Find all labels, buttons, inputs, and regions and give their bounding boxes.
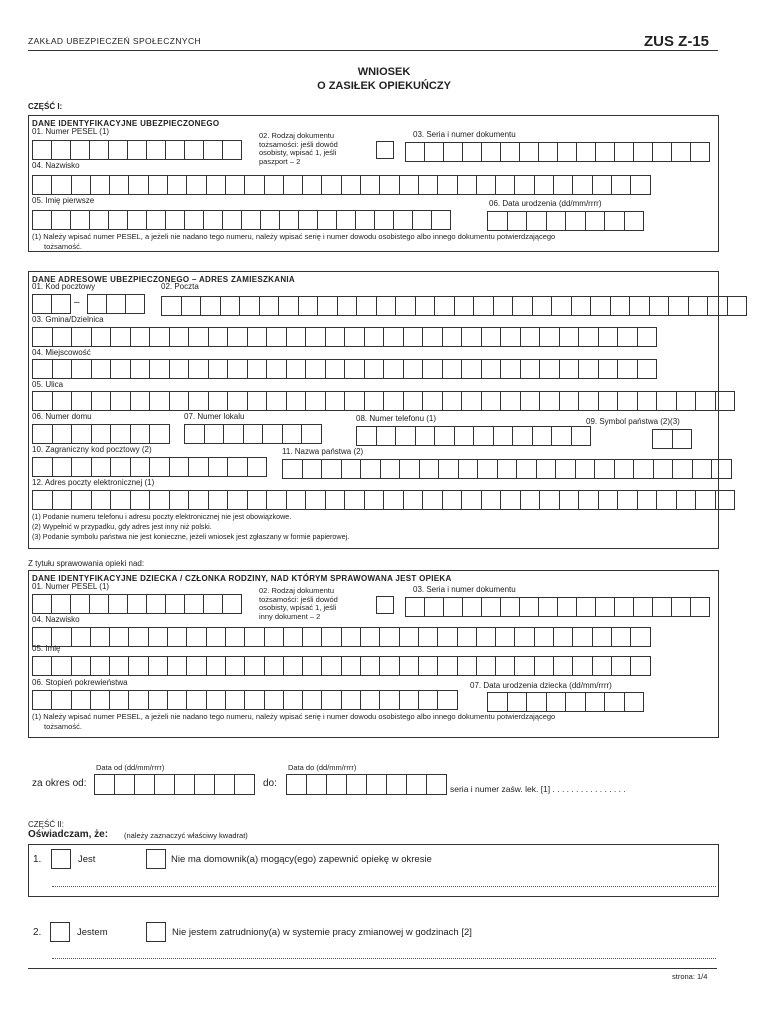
foreign-postal-label: 10. Zagraniczny kod pocztowy (2) <box>32 445 152 454</box>
child-section-title: DANE IDENTYFIKACYJNE DZIECKA / CZŁONKA RODZINY, NAD KTÓRYM SPRAWOWANA JEST OPIEKA <box>32 574 452 583</box>
postal-code-label: 01. Kod pocztowy <box>32 282 96 291</box>
country-name-field[interactable] <box>282 459 732 479</box>
for-period-label: za okres od: <box>32 778 87 789</box>
insured-birthdate-field[interactable] <box>487 211 644 231</box>
certificate-number-field[interactable]: seria i numer zaśw. lek. [1] . . . . . . . . . . . . . . . . <box>450 784 626 794</box>
household-member-no-label: Nie ma domownik(a) mogący(ego) zapewnić opiekę w okresie <box>171 854 432 865</box>
insured-surname-field[interactable] <box>32 175 651 195</box>
email-field[interactable] <box>32 490 735 510</box>
insured-pesel-label: 01. Numer PESEL (1) <box>32 127 110 136</box>
header-rule <box>28 50 718 51</box>
declaration-hint: (należy zaznaczyć właściwy kwadrat) <box>124 831 248 840</box>
apt-no-field[interactable] <box>184 424 322 444</box>
date-from-hint: Data od (dd/mm/rrrr) <box>96 763 165 772</box>
institution-name: ZAKŁAD UBEZPIECZEŃ SPOŁECZNYCH <box>28 36 202 46</box>
post-office-field[interactable] <box>161 296 747 316</box>
country-symbol-label: 09. Symbol państwa (2)(3) <box>586 417 680 426</box>
phone-label: 08. Numer telefonu (1) <box>356 414 437 423</box>
form-title-line1: WNIOSEK <box>357 66 411 78</box>
declaration-1-number: 1. <box>33 854 42 865</box>
to-label: do: <box>263 778 277 789</box>
insured-birthdate-label: 06. Data urodzenia (dd/mm/rrrr) <box>489 199 602 208</box>
email-label: 12. Adres poczty elektronicznej (1) <box>32 478 155 487</box>
child-surname-label: 04. Nazwisko <box>32 615 80 624</box>
child-doc-type-label: 02. Rodzaj dokumentu tożsamości: jeśli dowód osobisty, wpisać 1, jeśli inny dokument – 2 <box>259 586 338 621</box>
locality-label: 04. Miejscowość <box>32 348 91 357</box>
child-firstname-field[interactable] <box>32 656 651 676</box>
child-birthdate-label: 07. Data urodzenia dziecka (dd/mm/rrrr) <box>470 681 612 690</box>
child-pesel-field[interactable] <box>32 594 242 614</box>
shift-work-yes-checkbox[interactable] <box>50 922 70 942</box>
child-doc-number-field[interactable] <box>405 597 710 617</box>
insured-pesel-field[interactable] <box>32 140 242 160</box>
date-from-field[interactable] <box>94 774 255 795</box>
country-name-label: 11. Nazwa państwa (2) <box>282 447 364 456</box>
child-surname-field[interactable] <box>32 627 651 647</box>
municipality-label: 03. Gmina/Dzielnica <box>32 315 104 324</box>
child-birthdate-field[interactable] <box>487 692 644 712</box>
child-firstname-label: 05. Imię <box>32 644 61 653</box>
form-code: ZUS Z-15 <box>644 33 710 50</box>
insured-section-title: DANE IDENTYFIKACYJNE UBEZPIECZONEGO <box>32 119 220 128</box>
house-no-field[interactable] <box>32 424 170 444</box>
declaration-1-section <box>28 844 719 897</box>
page-number: strona: 1/4 <box>672 972 708 981</box>
insured-doc-type-box[interactable] <box>376 141 394 159</box>
insured-firstname-field[interactable] <box>32 210 451 230</box>
post-office-label: 02. Poczta <box>161 282 199 291</box>
country-symbol-field[interactable] <box>652 429 692 449</box>
household-member-yes-checkbox[interactable] <box>51 849 71 869</box>
child-doc-type-box[interactable] <box>376 596 394 614</box>
shift-work-no-checkbox[interactable] <box>146 922 166 942</box>
declaration-1-input-line[interactable] <box>52 886 716 887</box>
street-label: 05. Ulica <box>32 380 64 389</box>
insured-doc-type-label: 02. Rodzaj dokumentu tożsamości: jeśli dowód osobisty, wpisać 1, jeśli paszport – 2 <box>259 131 338 166</box>
postal-code-dash: – <box>74 297 80 308</box>
shift-work-no-label: Nie jestem zatrudniony(a) w systemie pracy zmianowej w godzinach [2] <box>172 927 472 938</box>
apt-no-label: 07. Numer lokalu <box>184 412 245 421</box>
insured-surname-label: 04. Nazwisko <box>32 161 80 170</box>
relationship-field[interactable] <box>32 690 458 710</box>
insured-firstname-label: 05. Imię pierwsze <box>32 196 95 205</box>
insured-doc-number-label: 03. Seria i numer dokumentu <box>413 130 516 139</box>
household-member-yes-label: Jest <box>78 854 96 865</box>
insured-footnote: (1) Należy wpisać numer PESEL, a jeżeli nie nadano tego numeru, należy wpisać serię i numer dowodu osobistego albo innego dokumentu potwierdzającego tożsamość. <box>32 232 556 251</box>
phone-field[interactable] <box>356 426 591 446</box>
form-title-line2: O ZASIŁEK OPIEKUŃCZY <box>317 80 451 92</box>
shift-work-yes-label: Jestem <box>77 927 108 938</box>
foreign-postal-field[interactable] <box>32 457 267 477</box>
postal-code-part2[interactable] <box>87 294 145 314</box>
part2-label: CZĘŚĆ II: <box>28 820 65 829</box>
locality-field[interactable] <box>32 359 657 379</box>
postal-code-part1[interactable] <box>32 294 71 314</box>
care-label: Z tytułu sprawowania opieki nad: <box>28 559 145 568</box>
declaration-title: Oświadczam, że: <box>28 829 109 840</box>
street-field[interactable] <box>32 391 735 411</box>
declaration-2-rule <box>28 968 717 969</box>
date-to-field[interactable] <box>286 774 447 795</box>
part1-label: CZĘŚĆ I: <box>28 102 63 111</box>
house-no-label: 06. Numer domu <box>32 412 92 421</box>
declaration-2-number: 2. <box>33 927 42 938</box>
municipality-field[interactable] <box>32 327 657 347</box>
address-footnotes: (1) Podanie numeru telefonu i adresu poczty elektronicznej nie jest obowiązkowe. (2) Wypełnić w przypadku, gdy adres jest inny niż polski. (3) Podanie symbolu państwa nie jest konieczne, jeżeli wniosek jest zgłaszany w formie papierowej. <box>32 512 350 541</box>
declaration-2-input-line[interactable] <box>52 958 716 959</box>
address-section-title: DANE ADRESOWE UBEZPIECZONEGO – ADRES ZAMIESZKANIA <box>32 275 296 284</box>
child-footnote: (1) Należy wpisać numer PESEL, a jeżeli nie nadano tego numeru, należy wpisać serię i numer dowodu osobistego albo innego dokumentu potwierdzającego tożsamość. <box>32 712 556 731</box>
date-to-hint: Data do (dd/mm/rrrr) <box>288 763 357 772</box>
relationship-label: 06. Stopień pokrewieństwa <box>32 678 128 687</box>
household-member-no-checkbox[interactable] <box>146 849 166 869</box>
insured-doc-number-field[interactable] <box>405 142 710 162</box>
child-pesel-label: 01. Numer PESEL (1) <box>32 582 110 591</box>
child-doc-number-label: 03. Seria i numer dokumentu <box>413 585 516 594</box>
